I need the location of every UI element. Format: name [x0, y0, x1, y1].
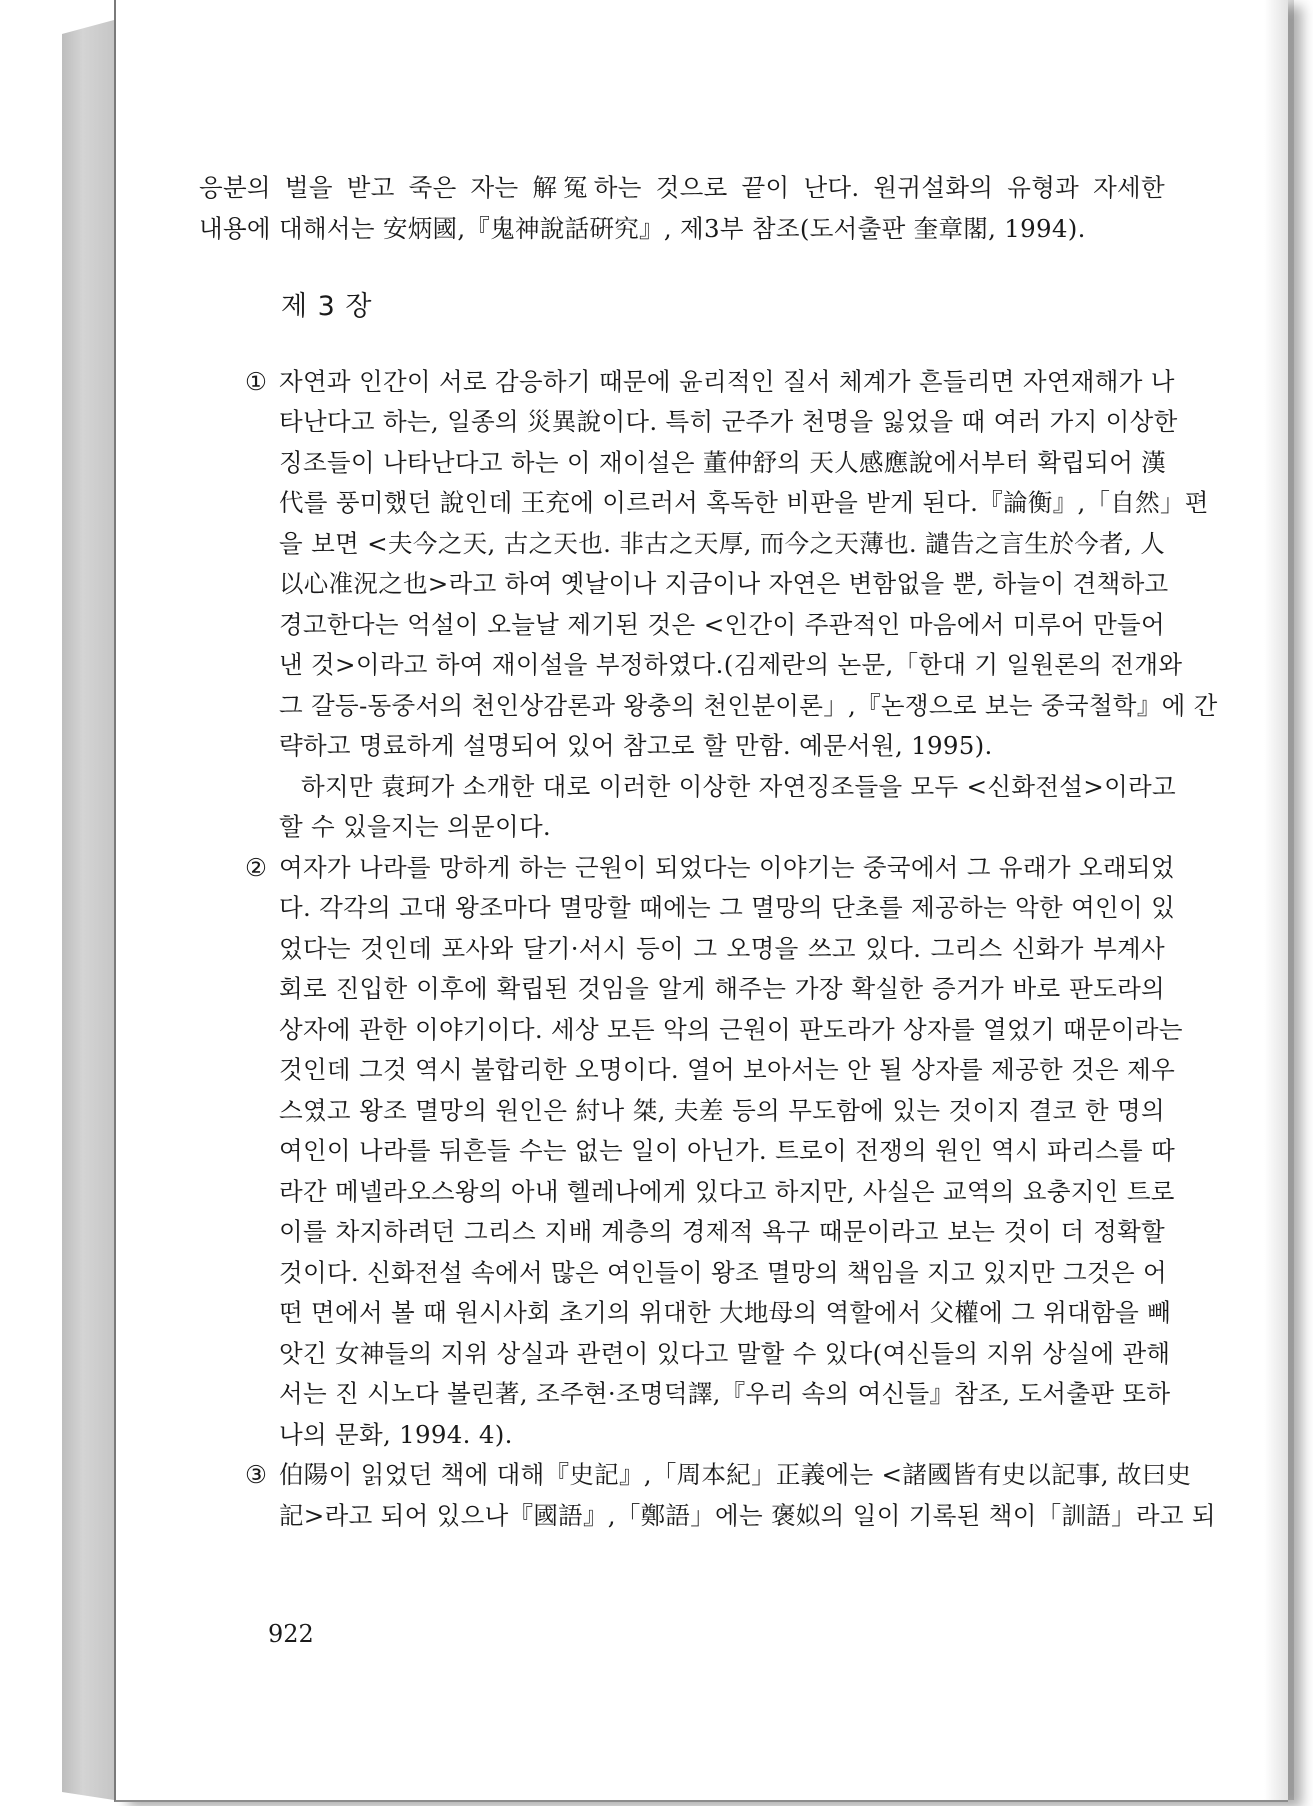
- text-line: 여인이 나라를 뒤흔들 수는 없는 일이 아닌가. 트로이 전쟁의 원인 역시 파리스를 따: [279, 1136, 1176, 1165]
- text-line: 代를 풍미했던 說인데 王充에 이르러서 혹독한 비판을 받게 된다.『論衡』,「自然」편: [279, 488, 1209, 517]
- page-fold-shadow: [1264, 0, 1294, 1800]
- text-line: 라간 메넬라오스왕의 아내 헬레나에게 있다고 하지만, 사실은 교역의 요충지인 트로: [279, 1176, 1175, 1206]
- note-item-2: [245, 848, 1183, 1456]
- text-line: 자연과 인간이 서로 감응하기 때문에 윤리적인 질서 체계가 흔들리면 자연재해가 나: [279, 366, 1175, 396]
- note-item-1: [245, 362, 1218, 848]
- text-line: 략하고 명료하게 설명되어 있어 참고로 할 만함. 예문서원, 1995).: [279, 731, 993, 760]
- page-number: 922: [268, 1620, 314, 1648]
- text-line: 을 보면 <夫今之天, 古之天也. 非古之天厚, 而今之天薄也. 譴告之言生於今者, 人: [279, 528, 1165, 558]
- note-item-3: [245, 1455, 1216, 1536]
- item-marker: ①: [245, 366, 268, 396]
- intro-paragraph: [65, 168, 1165, 249]
- text-line: 것이다. 신화전설 속에서 많은 여인들이 왕조 멸망의 책임을 지고 있지만 그것은 어: [279, 1257, 1167, 1287]
- text-line: 伯陽이 읽었던 책에 대해『史記』,「周本紀」正義에는 <諸國皆有史以記事, 故曰史: [279, 1460, 1192, 1489]
- page-content: [165, 168, 1218, 1536]
- text-line: 회로 진입한 이후에 확립된 것임을 알게 해주는 가장 확실한 증거가 바로 판도라의: [279, 974, 1165, 1003]
- text-line: 타난다고 하는, 일종의 災異說이다. 특히 군주가 천명을 잃었을 때 여러 가지 이상한: [279, 407, 1178, 436]
- text-line: 응분의 벌을 받고 죽은 자는 解冤하는 것으로 끝이 난다. 원귀설화의 유형과 자세한: [199, 173, 1165, 202]
- text-line: 상자에 관한 이야기이다. 세상 모든 악의 근원이 판도라가 상자를 열었기 때문이라는: [279, 1014, 1183, 1044]
- text-line: 以心准況之也>라고 하여 옛날이나 지금이나 자연은 변함없을 뿐, 하늘이 견책하고: [279, 569, 1169, 598]
- text-line: 하지만 袁珂가 소개한 대로 이러한 이상한 자연징조들을 모두 <신화전설>이라고: [301, 771, 1176, 801]
- text-line: 앗긴 女神들의 지위 상실과 관련이 있다고 말할 수 있다(여신들의 지위 상실에 관해: [279, 1338, 1171, 1368]
- chapter-title: 제 3 장: [281, 291, 373, 322]
- text-line: 내용에 대해서는 安炳國,『鬼神說話硏究』, 제3부 참조(도서출판 奎章閣, 1994).: [199, 213, 1086, 243]
- text-line: 여자가 나라를 망하게 하는 근원이 되었다는 이야기는 중국에서 그 유래가 오래되었: [279, 852, 1175, 882]
- item-marker: ③: [245, 1460, 268, 1489]
- text-line: 스였고 왕조 멸망의 원인은 紂나 桀, 夫差 등의 무도함에 있는 것이지 결코 한 명의: [279, 1095, 1165, 1125]
- text-line: 다. 각각의 고대 왕조마다 멸망할 때에는 그 멸망의 단초를 제공하는 악한 여인이 있: [279, 893, 1176, 922]
- text-line: 記>라고 되어 있으나『國語』,「鄭語」에는 褒姒의 일이 기록된 책이「訓語」라고 되: [279, 1500, 1216, 1530]
- text-line: 징조들이 나타난다고 하는 이 재이설은 董仲舒의 天人感應說에서부터 확립되어 漢: [279, 447, 1167, 477]
- text-line: 서는 진 시노다 볼린著, 조주현·조명덕譯,『우리 속의 여신들』참조, 도서출판 또하: [279, 1379, 1171, 1408]
- text-line: 떤 면에서 볼 때 원시사회 초기의 위대한 大地母의 역할에서 父權에 그 위대함을 빼: [279, 1298, 1172, 1327]
- book-spine: [62, 20, 114, 1800]
- item-marker: ②: [245, 852, 268, 882]
- text-line: 이를 차지하려던 그리스 지배 계층의 경제적 욕구 때문이라고 보는 것이 더 정확할: [279, 1217, 1165, 1246]
- text-line: 경고한다는 억설이 오늘날 제기된 것은 <인간이 주관적인 마음에서 미루어 만들어: [279, 609, 1165, 639]
- text-line: 었다는 것인데 포사와 달기·서시 등이 그 오명을 쓰고 있다. 그리스 신화가 부계사: [279, 933, 1165, 963]
- text-line: 나의 문화, 1994. 4).: [279, 1419, 513, 1449]
- text-line: 그 갈등-동중서의 천인상감론과 왕충의 천인분이론」,『논쟁으로 보는 중국철학』에 간: [279, 690, 1218, 720]
- text-line: 할 수 있을지는 의문이다.: [279, 812, 552, 841]
- text-line: 낸 것>이라고 하여 재이설을 부정하였다.(김제란의 논문,「한대 기 일원론의 전개와: [279, 650, 1183, 679]
- text-line: 것인데 그것 역시 불합리한 오명이다. 열어 보아서는 안 될 상자를 제공한 것은 제우: [279, 1055, 1176, 1084]
